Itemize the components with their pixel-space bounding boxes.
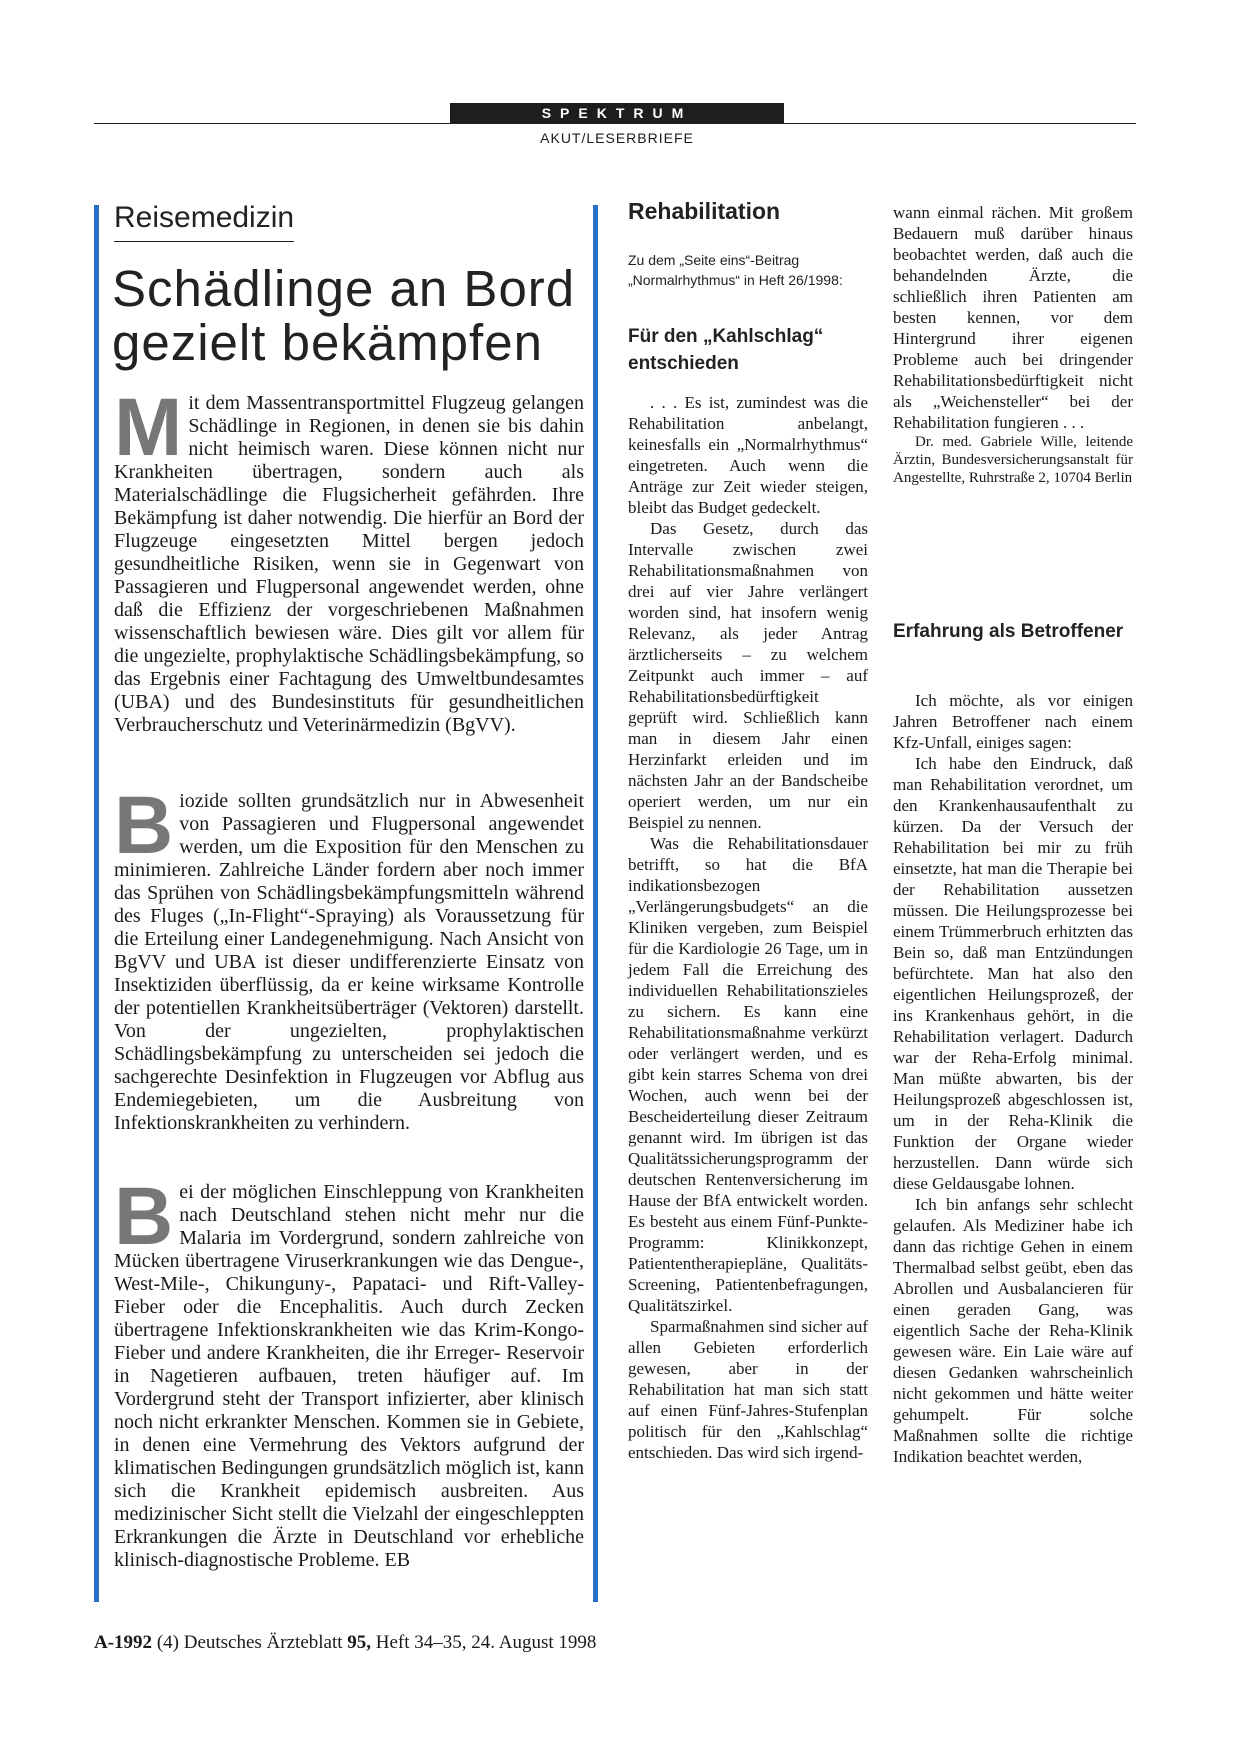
letter-paragraph: Das Gesetz, durch das Intervalle zwischen zwei Rehabilitationsmaßnahmen von drei auf vier Jahre verlängert worden sind, hat insofern wenig Relevanz, als jeder Antrag ärztlicherseits – zu welchem Zeitpunkt auch immer – auf Rehabilitationsbedürftigkeit geprüft wird. Schließlich kann man in diesem Jahr einen Herzinfarkt erleiden und im nächsten Jahr an der Bandscheibe operiert werden, um nur ein Beispiel zu nennen. <box>628 519 868 832</box>
paragraph-text: iozide sollten grundsätzlich nur in Abwesenheit von Passagieren und Flugpersonal angewendet werden, um die Exposition für den Menschen zu minimieren. Zahlreiche Länder fordern aber noch immer das Sprühen von Schädlingsbekämpfungsmitteln während des Fluges („In-Flight“-Spraying) als Voraussetzung für die Erteilung einer Landegenehmigung. Nach Ansicht von BgVV und UBA ist dieser undifferenzierte Einsatz von Insektiziden überflüssig, da er keine wirksame Kontrolle der potentiellen Krankheitsüberträger (Vektoren) darstellt. Von der ungezielten, prophylaktischen Schädlingsbekämpfung zu unterscheiden sei jedoch die sachgerechte Desinfektion in Flugzeugen vor Abflug aus Endemiegebieten, um die Ausbreitung von Infektionskrankheiten zu verhindern. <box>114 790 584 1134</box>
page-footer <box>94 1632 596 1654</box>
letter1-continued <box>893 202 1133 487</box>
letter2-title: Erfahrung als Betroffener <box>893 621 1124 642</box>
letters-reference: Zu dem „Seite eins“-Beitrag „Normalrhythmus“ in Heft 26/1998: <box>628 252 843 288</box>
letter-paragraph: Was die Rehabilitationsdauer betrifft, so hat die BfA indikationsbezogen „Verlängerungsbudgets“ an die Kliniken vergeben, zum Beispiel für die Kardiologie 26 Tage, um in jedem Fall die Erreichung des individuellen Rehabilitationszieles zu sichern. Es kann eine Rehabilitationsmaßnahme verkürzt oder verlängert werden, und es gibt kein starres Schema von drei Wochen, auch wenn bei der Bescheiderteilung dieser Zeitraum genannt wird. Im übrigen ist das Qualitätssicherungsprogramm der deutschen Rentenversicherung im Hause der BfA entwickelt worden. Es besteht aus einem Fünf-Punkte-Programm: Klinikkonzept, Patiententherapiepläne, Qualitäts-Screening, Patientenbefragungen, Qualitätszirkel. <box>628 834 868 1315</box>
drop-cap: B <box>114 780 174 871</box>
drop-cap: B <box>114 1171 174 1262</box>
paragraph-text: it dem Massentransportmittel Flugzeug gelangen Schädlinge in Regionen, in denen sie bis dahin nicht heimisch waren. Diese können nicht nur Krankheiten übertragen, sondern auch als Materialschädlinge die Flugsicherheit gefährden. Ihre Bekämpfung ist daher notwendig. Die hierfür an Bord der Flugzeuge eingesetzten Mittel bergen jedoch gesundheitliche Risiken, wenn sie in Gegenwart von Passagieren und Flugpersonal angewendet werden, ohne daß die Effizienz der vorgeschriebenen Maßnahmen wissenschaftlich bewiesen wäre. Dies gilt vor allem für die ungezielte, prophylaktische Schädlingsbekämpfung, so das Ergebnis einer Fachtagung des Umweltbundesamtes (UBA) und des Bundesinstituts für gesundheitlichen Verbraucherschutz und Veterinärmedizin (BgVV). <box>114 392 584 736</box>
section-header: SPEKTRUM <box>450 103 784 124</box>
letters-kicker: Rehabilitation <box>628 198 781 224</box>
article-paragraph <box>114 382 584 737</box>
footer-journal: (4) Deutsches Ärzteblatt <box>152 1632 348 1653</box>
footer-volume: 95, <box>347 1632 372 1653</box>
letter1-signature: Dr. med. Gabriele Wille, leitende Ärztin, Bundesversicherungsanstalt für Angestellte, Ruhrstraße 2, 10704 Berlin <box>893 434 1133 486</box>
article-accent-rule <box>94 205 99 1602</box>
letters-accent-rule <box>593 205 598 1602</box>
letter-paragraph: Ich bin anfangs sehr schlecht gelaufen. Als Mediziner habe ich dann das richtige Gehen in einem Thermalbad selbst geübt, eben das Abrollen und Ausbalancieren für einen geraden Gang, was eigentlich Sache der Reha-Klinik gewesen wäre. Ein Laie wäre auf diesen Gedanken wahrscheinlich nicht gekommen und hätte weiter gehumpelt. Für solche Maßnahmen sollte die richtige Indikation beachtet werden, <box>893 1195 1133 1466</box>
headline-line-2: gezielt bekämpfen <box>112 314 543 371</box>
letter-paragraph: Ich möchte, als vor einigen Jahren Betroffener nach einem Kfz-Unfall, einiges sagen: <box>893 691 1133 752</box>
letter-paragraph: . . . Es ist, zumindest was die Rehabilitation anbelangt, keinesfalls ein „Normalrhythmus“ eingetreten. Auch wenn die Anträge zur Zeit wieder steigen, bleibt das Budget gedeckelt. <box>628 393 868 517</box>
article-rubric: Reisemedizin <box>114 201 294 242</box>
page-code: A-1992 <box>94 1632 153 1653</box>
letter-paragraph: wann einmal rächen. Mit großem Bedauern muß darüber hinaus beobachtet werden, daß auch die behandelnden Ärzte, die schließlich ihren Patienten am besten kennen, vor dem Hintergrund ihrer eigenen Probleme auch bei dringender Rehabilitationsbedürftigkeit nicht als „Weichensteller“ bei der Rehabilitation fungieren . . . <box>893 203 1133 432</box>
article-paragraph <box>114 780 584 1135</box>
letters-kicker-block <box>628 198 868 225</box>
letter1-title: Für den „Kahlschlag“ entschieden <box>628 326 824 374</box>
article-paragraph <box>114 1171 584 1572</box>
letter1-title-block <box>628 323 868 377</box>
footer-issue: Heft 34–35, 24. August 1998 <box>371 1632 597 1653</box>
letter-paragraph: Ich habe den Eindruck, daß man Rehabilitation verordnet, um den Krankenhausaufenthalt zu kürzen. Da der Versuch der Rehabilitation bei mir zu früh einsetzte, hat man die Therapie bei der Rehabilitation aussetzen müssen. Die Heilungsprozesse bei einem Trümmerbruch erhitzten das Bein so, daß man Entzündungen befürchtete. Man hat also den eigentlichen Heilungsprozeß, der ins Krankenhaus gehört, in die Rehabilitation verlagert. Dadurch war der Reha-Erfolg minimal. Man müßte abwarten, bis der Heilungsprozeß abgeschlossen ist, um in der Reha-Klinik die Funktion der Organe wieder herzustellen. Dann würde sich diese Geldausgabe lohnen. <box>893 754 1133 1193</box>
letter2-title-block <box>893 618 1133 645</box>
header-rule <box>94 123 1136 124</box>
letter-paragraph: Sparmaßnahmen sind sicher auf allen Gebieten erforderlich gewesen, aber in der Rehabilitation hat man sich statt auf einen Fünf-Jahres-Stufenplan politisch für den „Kahlschlag“ entschieden. Das wird sich irgend- <box>628 1317 868 1462</box>
subsection-label: AKUT/LESERBRIEFE <box>540 130 694 146</box>
paragraph-text: ei der möglichen Einschleppung von Krankheiten nach Deutschland stehen nicht mehr nur die Malaria im Vordergrund, sondern zahlreiche von Mücken übertragene Viruserkrankungen wie das Dengue-, West-Mile-, Chikunguny-, Papataci- und Rift-Valley-Fieber oder die Encephalitis. Auch durch Zecken übertragene Infektionskrankheiten wie das Krim-Kongo-Fieber und andere Krankheiten, die ihr Erreger- Reservoir in Nagetieren aufbauen, treten häufiger auf. Im Vordergrund steht der Transport infizierter, aber klinisch noch nicht erkrankter Menschen. Kommen sie in Gebiete, in denen eine Vermehrung des Vektors aufgrund der klimatischen Bedingungen grundsätzlich möglich ist, kann sich die Krankheit epidemisch ausbreiten. Aus medizinischer Sicht stellt die Vielzahl der eingeschleppten Erkrankungen die Ärzte in Deutschland vor erhebliche klinisch-diagnostische Probleme. EB <box>114 1181 584 1571</box>
letter1-body <box>628 392 868 1463</box>
drop-cap: M <box>114 382 183 473</box>
article-headline <box>112 262 602 370</box>
letters-reference-block <box>628 250 868 290</box>
letter2-body <box>893 690 1133 1467</box>
headline-line-1: Schädlinge an Bord <box>112 260 576 317</box>
